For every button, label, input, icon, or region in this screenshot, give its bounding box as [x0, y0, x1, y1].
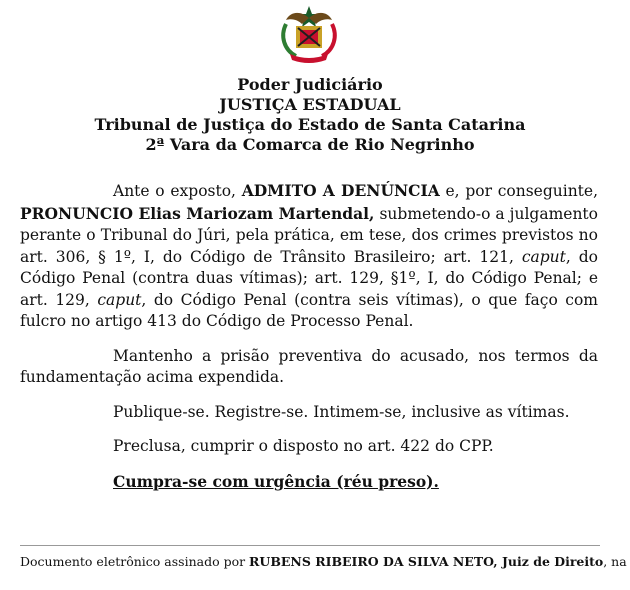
document-header	[0, 75, 620, 155]
header-line-poder: Poder Judiciário	[237, 75, 383, 94]
paragraph-prisao: Mantenho a prisão preventiva do acusado, nos termos da fundamentação acima expendida.	[20, 346, 598, 386]
paragraph-publique: Publique-se. Registre-se. Intimem-se, inclusive as vítimas.	[113, 402, 570, 421]
paragraph-decision: Ante o exposto, ADMITO A DENÚNCIA e, por conseguinte, PRONUNCIO Elias Mariozam Martendal, submetendo-o a julgamento perante o Tribunal do Júri, pela prática, em tese, dos crimes previstos no art. 306, § 1º, I, do Código de Trânsito Brasileiro; art. 121, caput, do Código Penal (contra duas vítimas); art. 129, §1º, I, do Código Penal; e art. 129, caput, do Código Penal (contra seis vítimas), o que faço com fulcro no artigo 413 do Código de Processo Penal.	[20, 181, 599, 330]
signature-footer: Documento eletrônico assinado por RUBENS RIBEIRO DA SILVA NETO, Juiz de Direito, na	[20, 554, 627, 569]
header-line-justica: JUSTIÇA ESTADUAL	[219, 95, 401, 114]
header-line-tribunal: Tribunal de Justiça do Estado de Santa Catarina	[94, 115, 526, 134]
coat-of-arms-emblem	[272, 2, 346, 64]
paragraph-preclusa: Preclusa, cumprir o disposto no art. 422 do CPP.	[113, 437, 494, 455]
paragraph-cumpra: Cumpra-se com urgência (réu preso).	[113, 471, 439, 491]
document-body	[20, 180, 598, 493]
header-line-vara: 2ª Vara da Comarca de Rio Negrinho	[145, 135, 475, 154]
footer-divider	[20, 545, 600, 546]
